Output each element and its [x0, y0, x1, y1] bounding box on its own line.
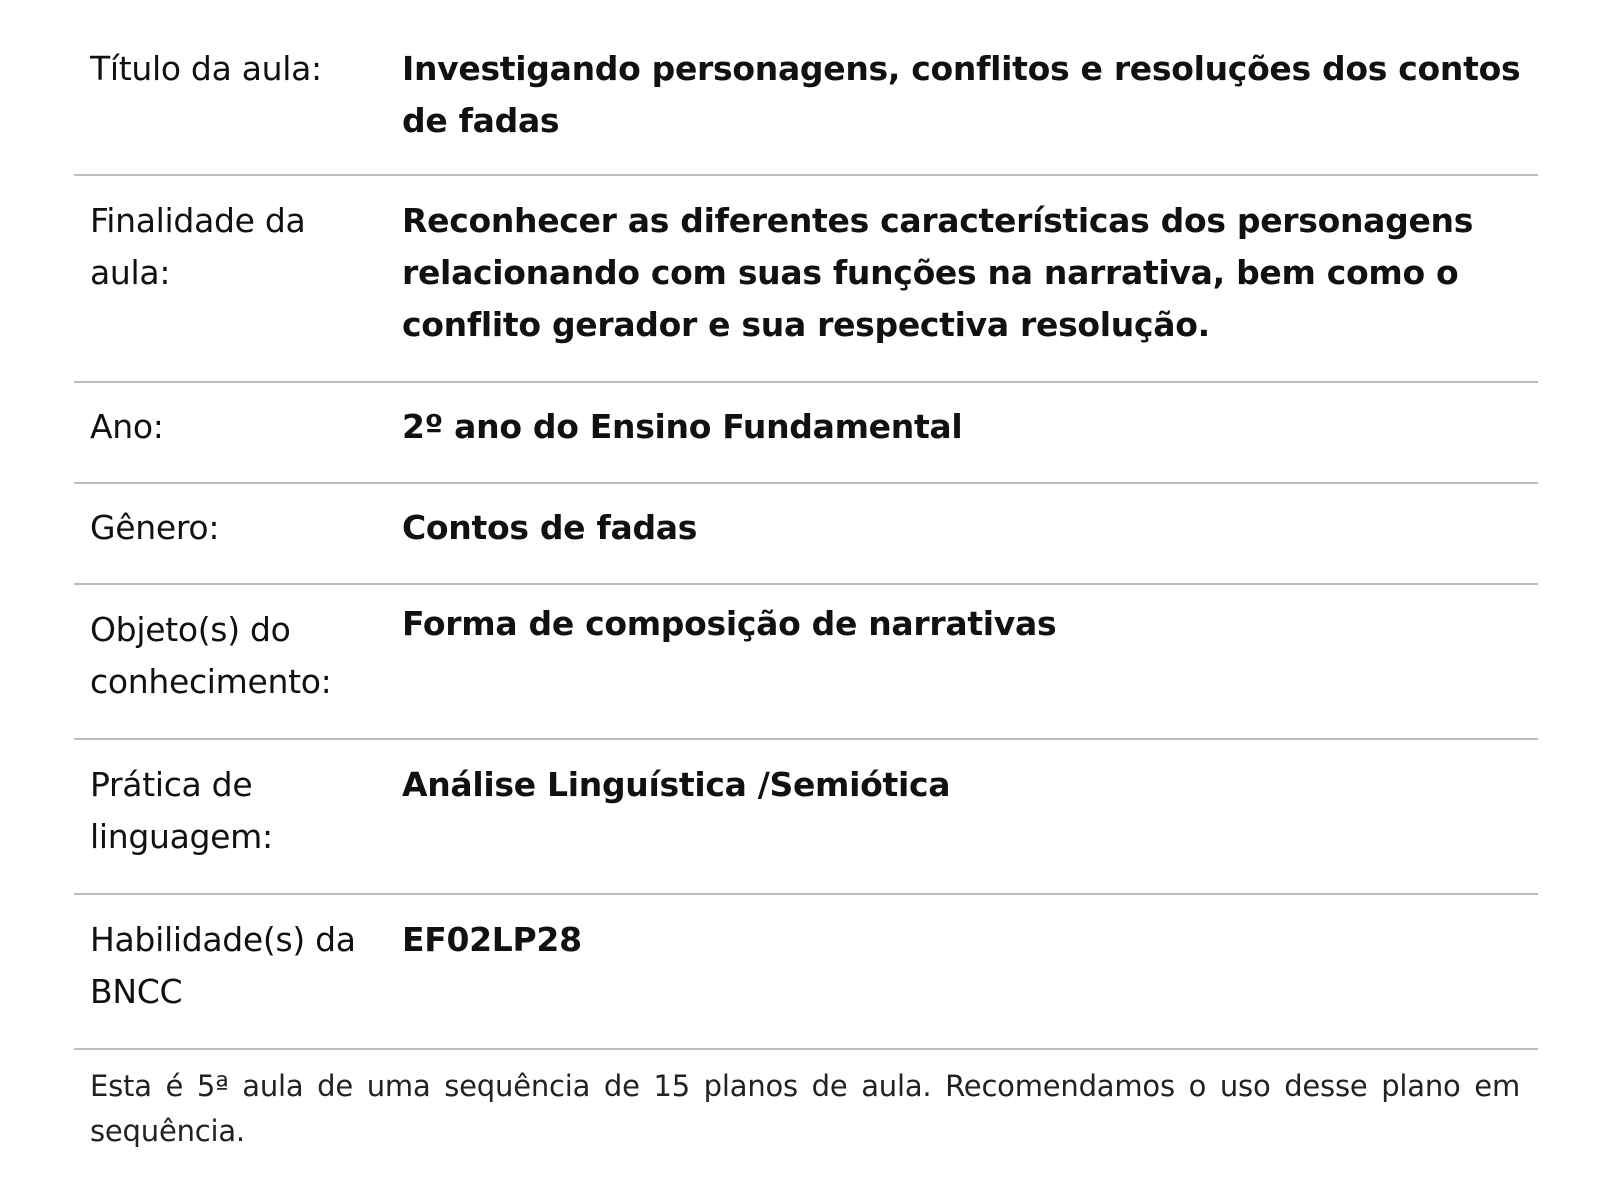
table-row-pratica: [74, 739, 1538, 894]
row-value: Contos de fadas: [402, 508, 698, 547]
row-label: Título da aula:: [90, 49, 322, 88]
row-label: Finalidade da aula:: [90, 201, 306, 292]
row-label: Gênero:: [90, 508, 220, 547]
table-row-titulo: [74, 25, 1538, 175]
lesson-info-table: [74, 25, 1538, 1050]
row-value: Forma de composição de narrativas: [402, 604, 1057, 643]
row-value: Análise Linguística /Semiótica: [402, 765, 951, 804]
row-label: Habilidade(s) da BNCC: [90, 920, 356, 1011]
table-row-habilidade: [74, 894, 1538, 1049]
row-value: 2º ano do Ensino Fundamental: [402, 407, 963, 446]
row-value: Reconhecer as diferentes características dos personagens relacionando com suas funções na narrativa, bem como o conflito gerador e sua respectiva resolução.: [402, 201, 1474, 344]
table-row-finalidade: [74, 175, 1538, 382]
row-value: Investigando personagens, conflitos e resoluções dos contos de fadas: [402, 49, 1521, 140]
row-value: EF02LP28: [402, 920, 582, 959]
row-label: Prática de linguagem:: [90, 765, 273, 856]
table-row-objeto: [74, 584, 1538, 739]
row-label: Ano:: [90, 407, 164, 446]
row-label: Objeto(s) do conhecimento:: [90, 610, 332, 701]
table-row-ano: [74, 382, 1538, 483]
table-row-genero: [74, 483, 1538, 584]
sequence-note: Esta é 5ª aula de uma sequência de 15 planos de aula. Recomendamos o uso desse plano em sequência.: [90, 1069, 1520, 1148]
